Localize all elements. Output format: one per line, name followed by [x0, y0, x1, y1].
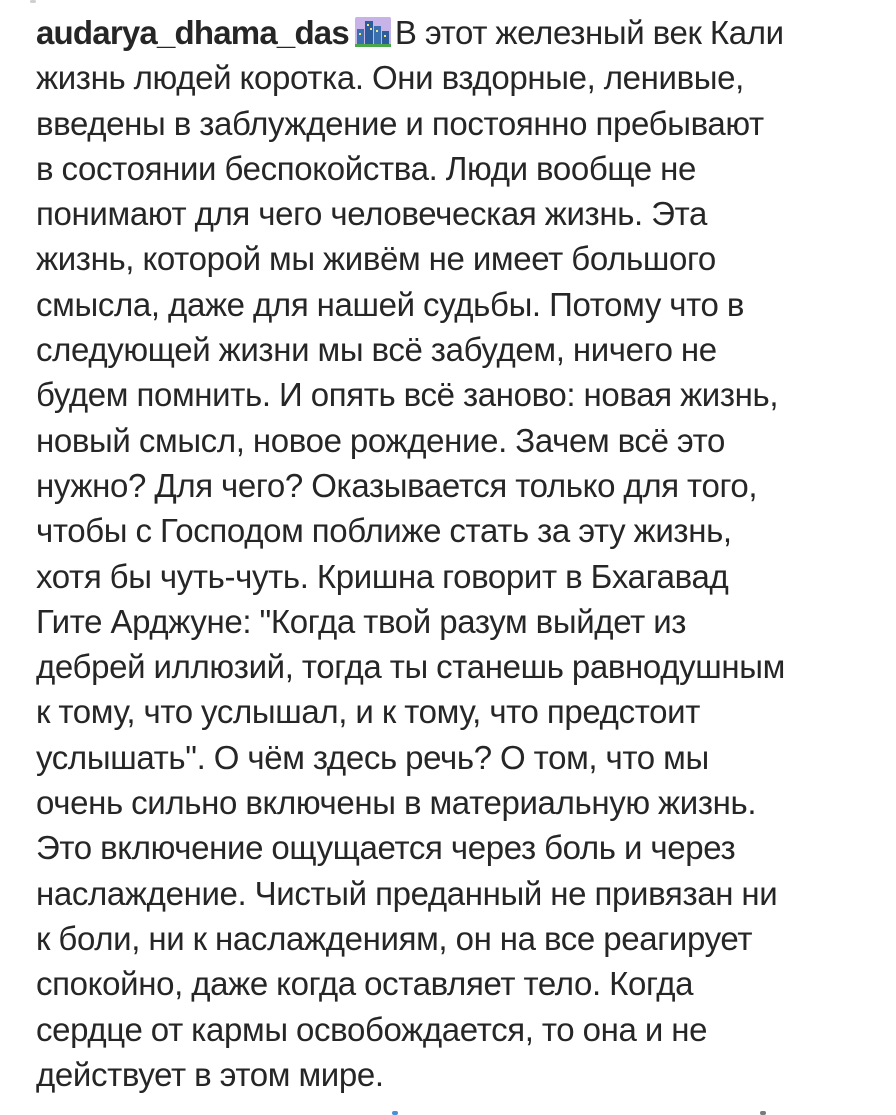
caption-text-line: услышать". О чём здесь речь? О том, что мы [36, 738, 709, 776]
cropped-artifact-bottom [760, 1111, 766, 1115]
username-link[interactable]: audarya_dhama_das [36, 14, 349, 51]
caption-first-line [36, 10, 868, 55]
caption-text-line: к тому, что услышал, и к тому, что предстоит [36, 693, 700, 731]
caption-text-line: к боли, ни к наслаждениям, он на все реагирует [36, 919, 753, 957]
cropped-artifact-bottom [392, 1111, 398, 1115]
caption-text-line: наслаждение. Чистый преданный не привязан ни [36, 874, 778, 912]
caption-text-line: смысла, даже для нашей судьбы. Потому что в [36, 285, 745, 323]
caption-text-line: в состоянии беспокойства. Люди вообще не [36, 149, 697, 187]
caption-text-line: чтобы с Господом поближе стать за эту жизнь, [36, 512, 732, 550]
caption-text-line: действует в этом мире. [36, 1055, 384, 1093]
caption-text-line: нужно? Для чего? Оказывается только для того, [36, 466, 758, 504]
caption-text-line: новый смысл, новое рождение. Зачем всё это [36, 421, 726, 459]
caption-text-line: понимают для чего человеческая жизнь. Эта [36, 195, 707, 233]
caption-text-line: сердце от кармы освобождается, то она и не [36, 1010, 708, 1048]
caption-text-line: Гите Арджуне: "Когда твой разум выйдет из [36, 602, 687, 640]
caption-text-line-0: В этот железный век Кали [394, 14, 784, 51]
city-skyline-emoji-icon [355, 17, 391, 47]
caption-text-line: будем помнить. И опять всё заново: новая жизнь, [36, 376, 779, 414]
caption-text-line: спокойно, даже когда оставляет тело. Когда [36, 965, 694, 1003]
caption-text-line: жизнь, которой мы живём не имеет большого [36, 240, 716, 278]
caption-text-line: Это включение ощущается через боль и через [36, 829, 736, 867]
caption-text-line: очень сильно включены в материальную жизнь. [36, 784, 757, 822]
caption-text-line: жизнь людей коротка. Они вздорные, ленивые, [36, 59, 744, 97]
caption-text-line: дебрей иллюзий, тогда ты станешь равнодушным [36, 648, 785, 686]
caption-text-line: следующей жизни мы всё забудем, ничего не [36, 331, 717, 369]
caption-text-line: введены в заблуждение и постоянно пребывают [36, 104, 764, 142]
comment-caption [36, 10, 868, 1097]
cropped-artifact-top [30, 0, 36, 3]
caption-text-line: хотя бы чуть-чуть. Кришна говорит в Бхагавад [36, 557, 729, 595]
